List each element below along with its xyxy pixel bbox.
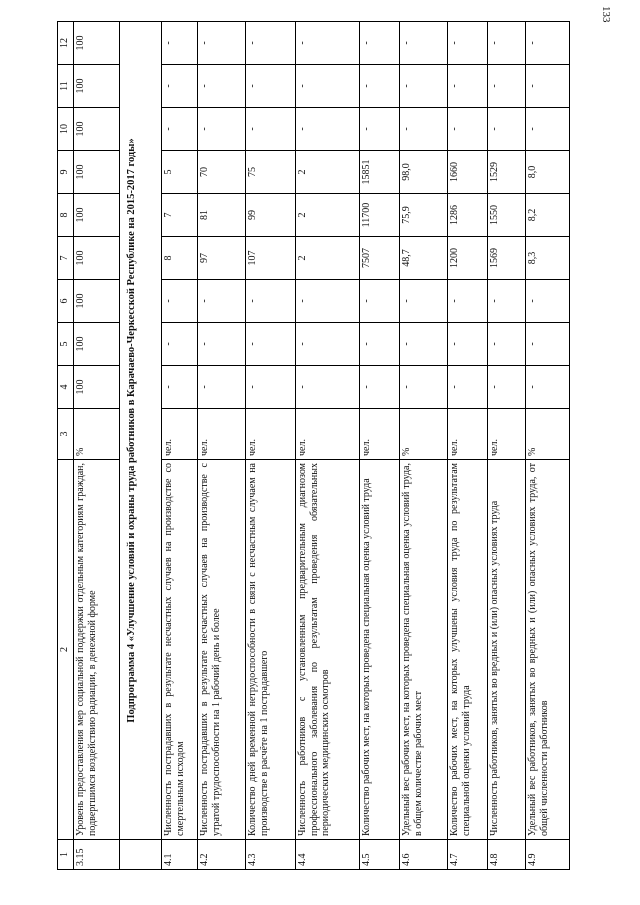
value-cell: -	[400, 366, 448, 409]
row-unit: %	[526, 409, 570, 460]
value-cell: 107	[246, 237, 296, 280]
row-unit: чел.	[488, 409, 526, 460]
value-cell: -	[296, 108, 360, 151]
value-cell: 100	[74, 151, 120, 194]
value-cell: 1529	[488, 151, 526, 194]
row-unit: чел.	[448, 409, 488, 460]
page-number: 133	[600, 6, 612, 23]
value-cell: -	[360, 323, 400, 366]
value-cell: 75	[246, 151, 296, 194]
value-cell: -	[246, 22, 296, 65]
value-cell: -	[360, 22, 400, 65]
value-cell: 100	[74, 194, 120, 237]
row-number: 4.5	[360, 840, 400, 870]
row-number: 4.4	[296, 840, 360, 870]
row-number: 4.3	[246, 840, 296, 870]
value-cell: -	[296, 22, 360, 65]
value-cell: -	[400, 108, 448, 151]
subprogram-row	[120, 22, 162, 870]
table-row	[400, 22, 448, 870]
value-cell: 15851	[360, 151, 400, 194]
value-cell: -	[448, 366, 488, 409]
row-number: 4.8	[488, 840, 526, 870]
header-cell: 4	[58, 366, 74, 409]
value-cell: -	[488, 65, 526, 108]
row-name: Численность пострадавших в результате несчастных случаев на производстве с утратой трудоспособности на 1 рабочий день и более	[198, 460, 246, 840]
value-cell: 98,0	[400, 151, 448, 194]
row-unit: %	[74, 409, 120, 460]
row-unit: чел.	[198, 409, 246, 460]
header-cell: 1	[58, 840, 74, 870]
row-unit: чел.	[360, 409, 400, 460]
table-row	[488, 22, 526, 870]
value-cell: -	[296, 323, 360, 366]
value-cell: 81	[198, 194, 246, 237]
value-cell: -	[162, 108, 198, 151]
value-cell: 8,0	[526, 151, 570, 194]
row-number: 4.2	[198, 840, 246, 870]
value-cell: 7	[162, 194, 198, 237]
row-name: Количество рабочих мест, на которых улучшены условия труда по результатам специальной оценки условий труда	[448, 460, 488, 840]
row-number: 4.1	[162, 840, 198, 870]
value-cell: -	[198, 22, 246, 65]
row-unit: чел.	[296, 409, 360, 460]
value-cell: -	[526, 108, 570, 151]
table-row	[526, 22, 570, 870]
value-cell: -	[360, 65, 400, 108]
header-cell: 11	[58, 65, 74, 108]
value-cell: -	[448, 65, 488, 108]
value-cell: -	[448, 323, 488, 366]
rotated-table-container	[57, 22, 635, 870]
value-cell: -	[162, 22, 198, 65]
row-number: 4.9	[526, 840, 570, 870]
value-cell: -	[296, 366, 360, 409]
value-cell: 2	[296, 237, 360, 280]
row-unit: чел.	[246, 409, 296, 460]
value-cell: -	[246, 108, 296, 151]
row-unit: чел.	[162, 409, 198, 460]
value-cell: -	[400, 65, 448, 108]
value-cell: -	[246, 323, 296, 366]
value-cell: 100	[74, 237, 120, 280]
value-cell: 100	[74, 65, 120, 108]
row-name: Численность работников с установленным предварительным диагнозом профессионального заболевания по результатам проведения обязательных периодических медицинских осмотров	[296, 460, 360, 840]
row-name: Количество рабочих мест, на которых проведена специальная оценка условий труда	[360, 460, 400, 840]
value-cell: 100	[74, 280, 120, 323]
header-cell: 8	[58, 194, 74, 237]
value-cell: -	[488, 366, 526, 409]
value-cell: -	[198, 65, 246, 108]
row-number: 4.6	[400, 840, 448, 870]
value-cell: 8,2	[526, 194, 570, 237]
value-cell: 1550	[488, 194, 526, 237]
value-cell: -	[198, 108, 246, 151]
value-cell: 70	[198, 151, 246, 194]
value-cell: -	[198, 323, 246, 366]
subprogram-title: Подпрограмма 4 «Улучшение условий и охраны труда работников в Карачаево-Черкесской Республике на 2015-2017 годы»	[120, 22, 162, 840]
header-cell: 2	[58, 460, 74, 840]
value-cell: 5	[162, 151, 198, 194]
row-number: 4.7	[448, 840, 488, 870]
value-cell: -	[162, 65, 198, 108]
table-row	[246, 22, 296, 870]
indicators-table	[57, 21, 570, 870]
value-cell: 100	[74, 323, 120, 366]
value-cell: 1286	[448, 194, 488, 237]
value-cell: 75,9	[400, 194, 448, 237]
table-row	[296, 22, 360, 870]
value-cell: -	[360, 108, 400, 151]
header-cell: 3	[58, 409, 74, 460]
value-cell: 7507	[360, 237, 400, 280]
row-name: Удельный вес рабочих мест, на которых проведена специальная оценка условий труда, в общем количестве рабочих мест	[400, 460, 448, 840]
value-cell: 97	[198, 237, 246, 280]
value-cell: -	[400, 280, 448, 323]
value-cell: 1569	[488, 237, 526, 280]
value-cell: 100	[74, 366, 120, 409]
table-row	[74, 22, 120, 870]
value-cell: 1200	[448, 237, 488, 280]
table-row	[448, 22, 488, 870]
row-name: Уровень предоставления мер социальной поддержки отдельным категориям граждан, подвергшимся воздействию радиации, в денежной форме	[74, 460, 120, 840]
value-cell: 11700	[360, 194, 400, 237]
value-cell: -	[198, 280, 246, 323]
value-cell: -	[400, 22, 448, 65]
value-cell: 1660	[448, 151, 488, 194]
table-row	[198, 22, 246, 870]
value-cell: -	[296, 280, 360, 323]
row-number: 3.15	[74, 840, 120, 870]
header-cell: 9	[58, 151, 74, 194]
empty-cell	[120, 840, 162, 870]
value-cell: -	[162, 323, 198, 366]
row-name: Численность работников, занятых во вредных и (или) опасных условиях труда	[488, 460, 526, 840]
value-cell: 8	[162, 237, 198, 280]
header-cell: 7	[58, 237, 74, 280]
value-cell: -	[360, 280, 400, 323]
value-cell: -	[526, 366, 570, 409]
row-name: Численность пострадавших в результате несчастных случаев на производстве со смертельным исходом	[162, 460, 198, 840]
value-cell: -	[526, 65, 570, 108]
header-cell: 6	[58, 280, 74, 323]
value-cell: -	[526, 323, 570, 366]
value-cell: -	[488, 108, 526, 151]
value-cell: -	[198, 366, 246, 409]
value-cell: 8,3	[526, 237, 570, 280]
value-cell: 99	[246, 194, 296, 237]
value-cell: 48,7	[400, 237, 448, 280]
row-name: Количество дней временной нетрудоспособности в связи с несчастным случаем на производстве в расчёте на 1 пострадавшего	[246, 460, 296, 840]
value-cell: 100	[74, 108, 120, 151]
value-cell: -	[488, 22, 526, 65]
header-cell: 12	[58, 22, 74, 65]
value-cell: -	[162, 280, 198, 323]
value-cell: -	[400, 323, 448, 366]
header-row	[58, 22, 74, 870]
value-cell: -	[246, 280, 296, 323]
value-cell: -	[448, 280, 488, 323]
value-cell: -	[246, 366, 296, 409]
table-row	[360, 22, 400, 870]
header-cell: 5	[58, 323, 74, 366]
value-cell: -	[296, 65, 360, 108]
value-cell: -	[360, 366, 400, 409]
value-cell: 2	[296, 194, 360, 237]
value-cell: -	[526, 22, 570, 65]
header-cell: 10	[58, 108, 74, 151]
value-cell: -	[162, 366, 198, 409]
value-cell: -	[488, 280, 526, 323]
value-cell: -	[526, 280, 570, 323]
row-unit: %	[400, 409, 448, 460]
table-row	[162, 22, 198, 870]
value-cell: 2	[296, 151, 360, 194]
value-cell: -	[448, 108, 488, 151]
value-cell: -	[488, 323, 526, 366]
value-cell: -	[448, 22, 488, 65]
row-name: Удельный вес работников, занятых во вредных и (или) опасных условиях труда, от общей численности работников	[526, 460, 570, 840]
value-cell: 100	[74, 22, 120, 65]
value-cell: -	[246, 65, 296, 108]
